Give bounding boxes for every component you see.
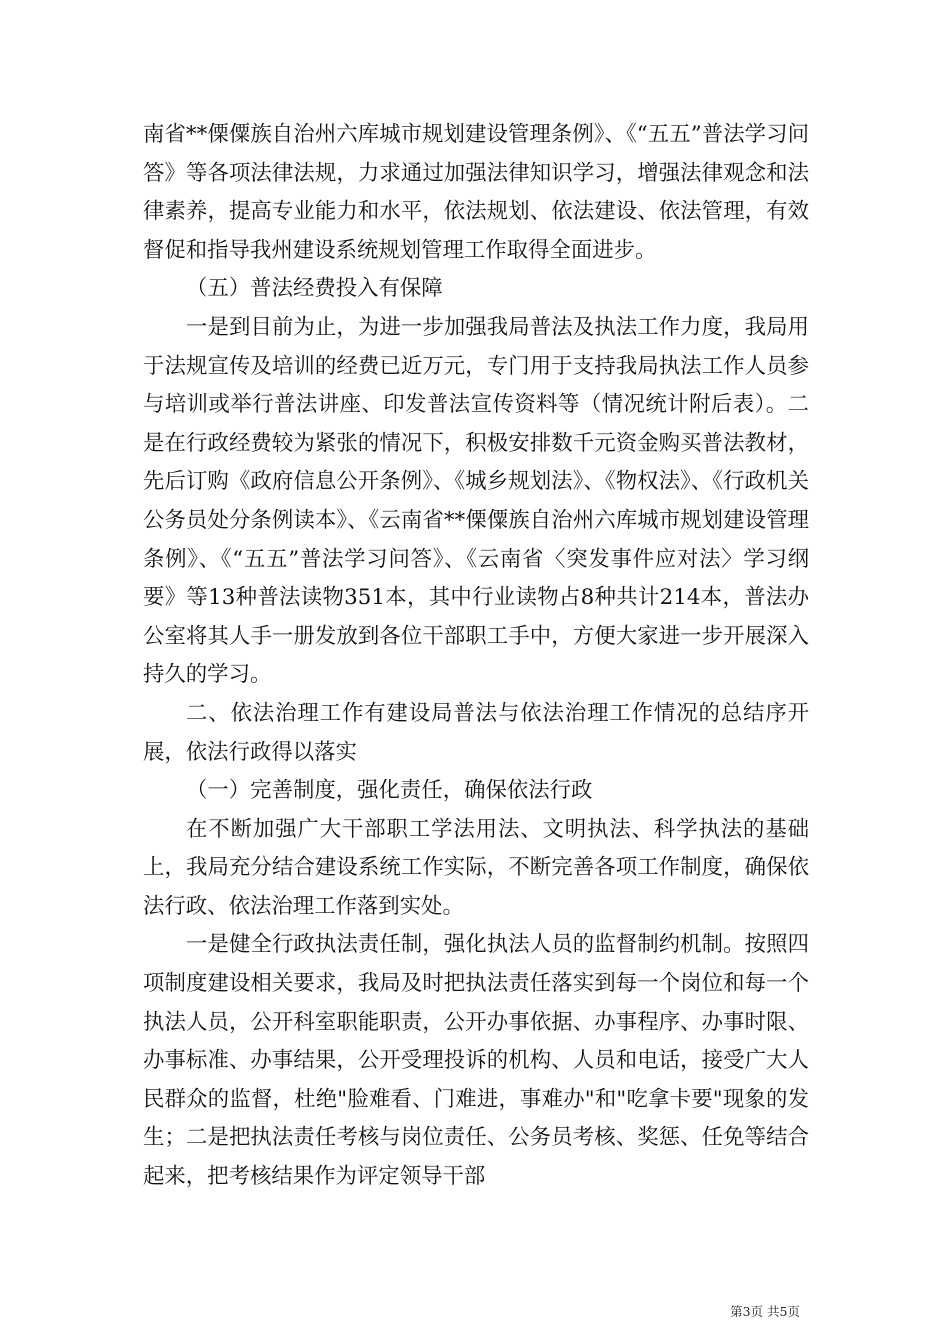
section-heading-funding: （五）普法经费投入有保障	[186, 276, 443, 302]
document-body	[143, 116, 809, 1197]
paragraph-continued: 南省**傈僳族自治州六库城市规划建设管理条例》、《“五五”普法学习问答》等各项法律法规，力求通过加强法律知识学习，增强法律观念和法律素养，提高专业能力和水平，依法规划、依法建设、依法管理，有效督促和指导我州建设系统规划管理工作取得全面进步。	[143, 122, 809, 263]
section-heading-governance: 二、依法治理工作有建设局普法与依法治理工作情况的总结序开展，依法行政得以落实	[143, 700, 809, 765]
subsection-heading-system: （一）完善制度，强化责任，确保依法行政	[186, 778, 593, 804]
page-number-footer: 第3页 共5页	[730, 1304, 800, 1319]
paragraph-system: 在不断加强广大干部职工学法用法、文明执法、科学执法的基础上，我局充分结合建设系统工作实际，不断完善各项工作制度，确保依法行政、依法治理工作落到实处。	[143, 816, 809, 919]
paragraph-funding: 一是到目前为止，为进一步加强我局普法及执法工作力度，我局用于法规宣传及培训的经费已近万元，专门用于支持我局执法工作人员参与培训或举行普法讲座、印发普法宣传资料等（情况统计附后表）。二是在行政经费较为紧张的情况下，积极安排数千元资金购买普法教材，先后订购《政府信息公开条例》、《城乡规划法》、《物权法》、《行政机关公务员处分条例读本》、《云南省**傈僳族自治州六库城市规划建设管理条例》、《“五五”普法学习问答》、《云南省〈突发事件应对法〉学习纲要》等13种普法读物351本，其中行业读物占8种共计214本，普法办公室将其人手一册发放到各位干部职工手中，方便大家进一步开展深入持久的学习。	[143, 314, 809, 688]
paragraph-responsibility: 一是健全行政执法责任制，强化执法人员的监督制约机制。按照四项制度建设相关要求，我局及时把执法责任落实到每一个岗位和每一个执法人员，公开科室职能职责，公开办事依据、办事程序、办事时限、办事标准、办事结果，公开受理投诉的机构、人员和电话，接受广大人民群众的监督，杜绝"脸难看、门难进，事难办"和"吃拿卡要"现象的发生；二是把执法责任考核与岗位责任、公务员考核、奖惩、任免等结合起来，把考核结果作为评定领导干部	[143, 932, 809, 1190]
